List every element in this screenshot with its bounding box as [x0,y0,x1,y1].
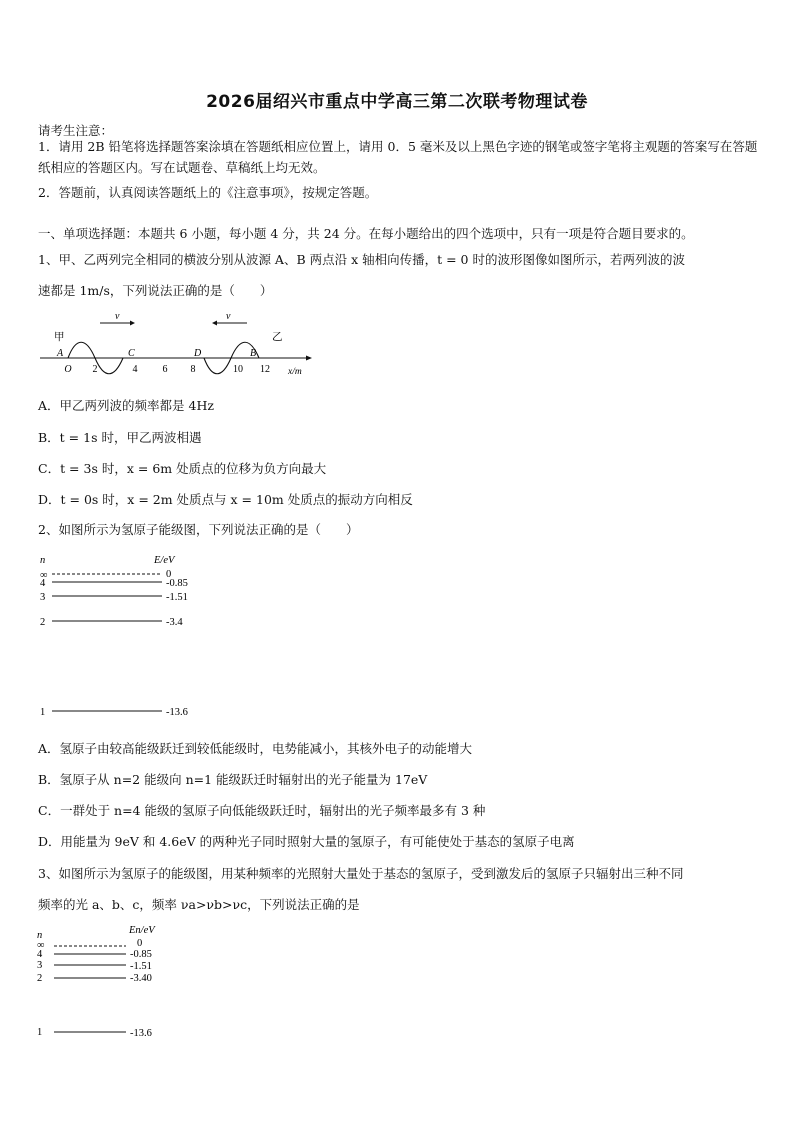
q1-option-a: A．甲乙两列波的频率都是 4Hz [38,398,214,413]
axis-label: x/m [288,367,302,377]
energy-level-diagram-q2 [34,551,214,721]
q1-stem-line2: 速都是 1m/s，下列说法正确的是（ ） [38,283,273,298]
energy-label: E/eV [154,555,175,566]
q1-stem-line1: 1、甲、乙两列完全相同的横波分别从波源 A、B 两点沿 x 轴相向传播，t = 0 时的波形图像如图所示，若两列波的波 [38,252,685,267]
level-e-4: -0.85 [130,949,152,960]
q2-option-b: B．氢原子从 n=2 能级向 n=1 能级跃迁时辐射出的光子能量为 17eV [38,772,428,787]
q2-option-a: A．氢原子由较高能级跃迁到较低能级时，电势能减小，其核外电子的动能增大 [38,741,473,756]
level-e-3: -1.51 [130,961,152,972]
n-label: n [40,555,46,566]
level-e-3: -1.51 [166,592,188,603]
level-e-2: -3.40 [130,973,152,984]
level-n-inf: ∞ [40,570,48,581]
q1-option-b: B．t = 1s 时，甲乙两波相遇 [38,430,202,445]
x-axis-arrow [306,356,312,361]
label-yi: 乙 [272,332,283,343]
level-n-2: 2 [40,617,46,628]
level-e-inf: 0 [166,569,172,580]
level-n-1: 1 [40,707,46,718]
level-e-inf: 0 [137,938,143,949]
point-B: B [250,348,257,359]
level-n-3: 3 [40,592,46,603]
n-label: n [37,930,43,941]
page-title: 2026届绍兴市重点中学高三第二次联考物理试卷 [206,92,588,112]
tick-12: 12 [260,364,270,375]
level-e-4: -0.85 [166,578,188,589]
tick-10: 10 [233,364,243,375]
v-label-yi: v [226,311,231,322]
level-n-4: 4 [40,578,46,589]
point-A: A [57,348,64,359]
tick-8: 8 [190,364,196,375]
v-label-jia: v [115,311,120,322]
tick-6: 6 [162,364,168,375]
level-e-1: -13.6 [130,1028,152,1039]
label-jia: 甲 [54,332,65,343]
level-n-inf: ∞ [37,940,45,951]
notice-heading: 请考生注意： [38,123,114,138]
wave-figure [34,306,324,378]
q3-stem-line2: 频率的光 a、b、c，频率 νa>νb>νc，下列说法正确的是 [38,897,360,912]
q2-option-c: C．一群处于 n=4 能级的氢原子向低能级跃迁时，辐射出的光子频率最多有 3 种 [38,803,486,818]
energy-label: En/eV [129,925,155,936]
q3-stem-line1: 3、如图所示为氢原子的能级图，用某种频率的光照射大量处于基态的氢原子，受到激发后的氢原子只辐射出三种不同 [38,866,684,881]
q2-option-d: D．用能量为 9eV 和 4.6eV 的两种光子同时照射大量的氢原子，有可能使处于基态的氢原子电离 [38,834,575,849]
tick-2: 2 [92,364,98,375]
level-e-1: -13.6 [166,707,188,718]
tick-4: 4 [132,364,138,375]
section-heading: 一、单项选择题：本题共 6 小题，每小题 4 分，共 24 分。在每小题给出的四个选项中，只有一项是符合题目要求的。 [38,226,694,241]
level-n-4: 4 [37,949,43,960]
level-n-3: 3 [37,960,43,971]
q1-option-d: D．t = 0s 时，x = 2m 处质点与 x = 10m 处质点的振动方向相反 [38,492,413,507]
tick-0: O [64,364,72,375]
q1-option-c: C．t = 3s 时，x = 6m 处质点的位移为负方向最大 [38,461,327,476]
point-C: C [128,348,135,359]
level-n-2: 2 [37,973,43,984]
notice-item-1: 1．请用 2B 铅笔将选择题答案涂填在答题纸相应位置上，请用 0．5 毫米及以上黑色字迹的钢笔或签字笔将主观题的答案写在答题纸相应的答题区内。写在试题卷、草稿纸上均无效。 [38,139,758,175]
level-n-1: 1 [37,1027,43,1038]
notice-item-2: 2．答题前，认真阅读答题纸上的《注意事项》，按规定答题。 [38,185,378,200]
level-e-2: -3.4 [166,617,183,628]
energy-level-diagram-q3 [34,921,204,1041]
q2-stem: 2、如图所示为氢原子能级图，下列说法正确的是（ ） [38,522,359,537]
point-D: D [194,348,202,359]
